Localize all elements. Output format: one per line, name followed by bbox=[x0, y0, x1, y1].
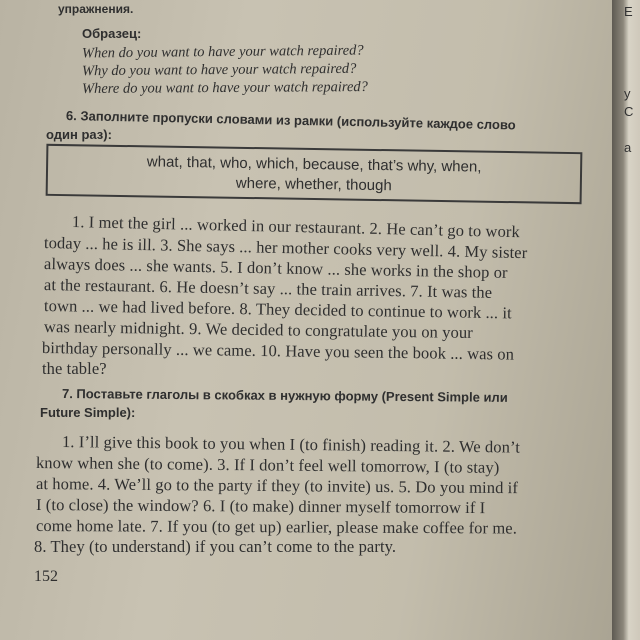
page-number: 152 bbox=[34, 568, 58, 585]
exercise-6-text-line: town ... we had lived before. 8. They decided to continue to work ... it bbox=[43, 296, 512, 323]
sample-label: Образец: bbox=[82, 26, 142, 41]
exercise-6-text-line: was nearly midnight. 9. We decided to congratulate you on your bbox=[43, 317, 473, 342]
exercise-7-heading-line-2: Future Simple): bbox=[40, 405, 136, 420]
exercise-6-text-line: always does ... she wants. 5. I don’t know ... she works in the shop or bbox=[43, 254, 508, 282]
sample-line-3: Where do you want to have your watch repaired? bbox=[81, 79, 368, 97]
word-box-line-1: what, that, who, which, because, that’s why, when, bbox=[146, 153, 482, 176]
exercise-6-text-line: 1. I met the girl ... worked in our restaurant. 2. He can’t go to work bbox=[71, 212, 521, 242]
exercise-6-text-line: birthday personally ... we came. 10. Have you seen the book ... was on bbox=[41, 338, 515, 364]
exercise-7-text-line: at home. 4. We’ll go to the party if they (to invite) us. 5. Do you mind if bbox=[35, 474, 519, 498]
exercise-7-text-line: 8. They (to understand) if you can’t come to the party. bbox=[34, 537, 397, 556]
sample-line-2: Why do you want to have your watch repaired? bbox=[81, 60, 357, 80]
word-box bbox=[46, 144, 583, 204]
next-page-edge bbox=[612, 0, 640, 640]
exercise-6-heading-line-2: один раз): bbox=[46, 127, 112, 142]
exercise-7-heading-line-1: 7. Поставьте глаголы в скобках в нужную форму (Present Simple или bbox=[61, 386, 508, 405]
exercise-7-text-line: 1. I’ll give this book to you when I (to finish) reading it. 2. We don’t bbox=[61, 432, 521, 457]
previous-exercise-tail: упражнения. bbox=[58, 2, 134, 16]
exercise-7-text-line: come home late. 7. If you (to get up) earlier, please make coffee for me. bbox=[35, 516, 518, 538]
edge-fragment: С bbox=[624, 104, 634, 119]
exercise-7-text-line: I (to close) the window? 6. I (to make) dinner myself tomorrow if I bbox=[35, 495, 486, 518]
exercise-7-text-line: know when she (to come). 3. If I don’t feel well tomorrow, I (to stay) bbox=[35, 453, 500, 477]
edge-fragment: а bbox=[624, 140, 632, 155]
sample-line-1: When do you want to have your watch repaired? bbox=[81, 42, 364, 62]
exercise-6-text-line: the table? bbox=[42, 359, 107, 378]
exercise-6-heading-line-1: 6. Заполните пропуски словами из рамки (используйте каждое слово bbox=[65, 108, 516, 133]
exercise-6-text-line: at the restaurant. 6. He doesn’t say ... the train arrives. 7. It was the bbox=[43, 275, 493, 302]
exercise-6-text-line: today ... he is ill. 3. She says ... her mother cooks very well. 4. My sister bbox=[43, 233, 528, 263]
edge-fragment: у bbox=[624, 86, 631, 101]
edge-fragment: Е bbox=[624, 4, 633, 19]
word-box-line-2: where, whether, though bbox=[235, 174, 392, 195]
